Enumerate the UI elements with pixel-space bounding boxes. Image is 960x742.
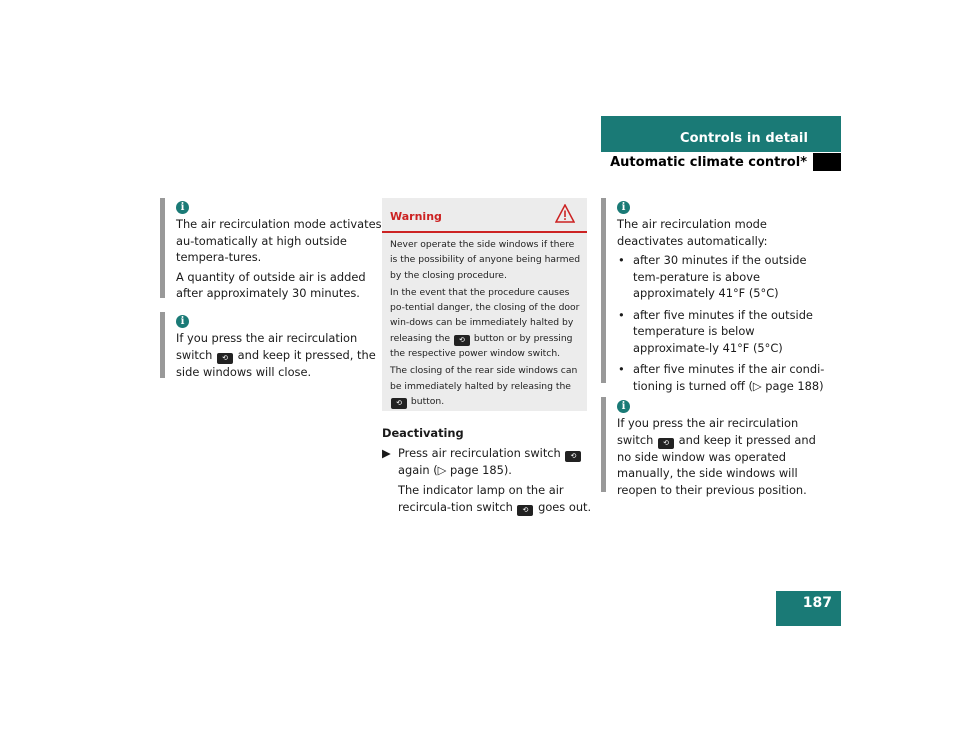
- page-ref-link[interactable]: page 185).: [450, 462, 512, 477]
- note-bar: [601, 397, 606, 492]
- page-number: 187: [802, 595, 832, 611]
- list-item: [617, 361, 829, 394]
- recirculation-switch-icon: ⟲: [217, 353, 233, 364]
- step-text: Press air recirculation switch: [398, 445, 561, 460]
- recirculation-switch-icon: ⟲: [517, 505, 533, 516]
- page-number-box: [776, 591, 841, 626]
- warning-text: The closing of the rear side windows can be immediately halted by releasing the: [390, 365, 578, 392]
- recirculation-switch-icon: ⟲: [565, 451, 581, 462]
- instruction-step: [382, 445, 592, 516]
- bullet-icon: •: [618, 307, 625, 322]
- info-note-close-windows: [160, 312, 384, 378]
- page-ref-link[interactable]: page 188): [765, 378, 824, 393]
- bullet-icon: •: [618, 253, 625, 267]
- note-bar: [601, 198, 606, 383]
- recirculation-switch-icon: ⟲: [658, 438, 674, 449]
- section-title: Controls in detail: [679, 131, 808, 146]
- warning-text: button or by pressing the respective power window switch.: [390, 332, 573, 360]
- warning-text: In the event that the procedure causes po-tential danger, the closing of the door win-dows can be immediately halted by releasing the: [390, 286, 580, 344]
- note-text: If you press the air recirculation switch: [176, 331, 358, 362]
- info-note-recirculation-auto: [160, 198, 384, 298]
- note-text: and keep it pressed, the side windows will close.: [176, 347, 376, 379]
- note-text: If you press the air recirculation switch: [617, 416, 799, 447]
- info-icon: i: [176, 201, 189, 214]
- bullet-list: [617, 252, 829, 394]
- step-result-text: goes out.: [538, 499, 592, 514]
- info-icon: i: [617, 400, 630, 413]
- warning-title: Warning: [390, 210, 442, 223]
- note-bar: [160, 198, 165, 298]
- thumb-tab: [813, 153, 841, 171]
- page-ref-icon: ▷: [752, 378, 762, 393]
- info-note-reopen-windows: [601, 397, 829, 497]
- step-result-text: The indicator lamp on the air recircula-tion switch: [398, 483, 564, 514]
- info-icon: i: [176, 315, 189, 328]
- bullet-icon: •: [618, 362, 625, 376]
- step-text: again (: [398, 462, 438, 477]
- note-text: The air recirculation mode deactivates automatically:: [617, 217, 768, 248]
- list-item-text: after five minutes if the outside temperature is below approximate-ly 41°F (5°C): [633, 307, 813, 355]
- warning-header: [382, 198, 587, 233]
- recirculation-switch-icon: ⟲: [391, 398, 407, 409]
- step-arrow-icon: ▶: [382, 445, 391, 460]
- warning-box: [382, 198, 587, 411]
- list-item-text: after 30 minutes if the outside tem-perature is above approximately 41°F (5°C): [633, 253, 807, 300]
- warning-triangle-icon: [555, 204, 575, 224]
- warning-body: [390, 237, 582, 411]
- page-ref-icon: ▷: [437, 462, 447, 477]
- note-text: The air recirculation mode activates au-tomatically at high outside tempera-tures.: [176, 217, 382, 264]
- list-item-text: after five minutes if the air condi-tioning is turned off (: [633, 362, 825, 393]
- info-icon: i: [617, 201, 630, 214]
- list-item: [617, 252, 829, 302]
- list-item: [617, 307, 829, 357]
- note-bar: [160, 312, 165, 378]
- warning-text: button.: [410, 395, 445, 407]
- section-header: [601, 116, 841, 152]
- warning-text: Never operate the side windows if there is the possibility of anyone being harmed by the closing procedure.: [390, 239, 581, 281]
- note-text: and keep it pressed and no side window was operated manually, the side windows will reopen to their previous position.: [617, 432, 816, 497]
- info-note-recirculation-deactivate: [601, 198, 829, 393]
- recirculation-switch-icon: ⟲: [454, 335, 470, 346]
- section-heading: Deactivating: [382, 426, 464, 440]
- deactivating-section: [382, 425, 592, 520]
- note-text: A quantity of outside air is added after approximately 30 minutes.: [176, 269, 366, 300]
- page-subtitle: Automatic climate control*: [610, 155, 807, 170]
